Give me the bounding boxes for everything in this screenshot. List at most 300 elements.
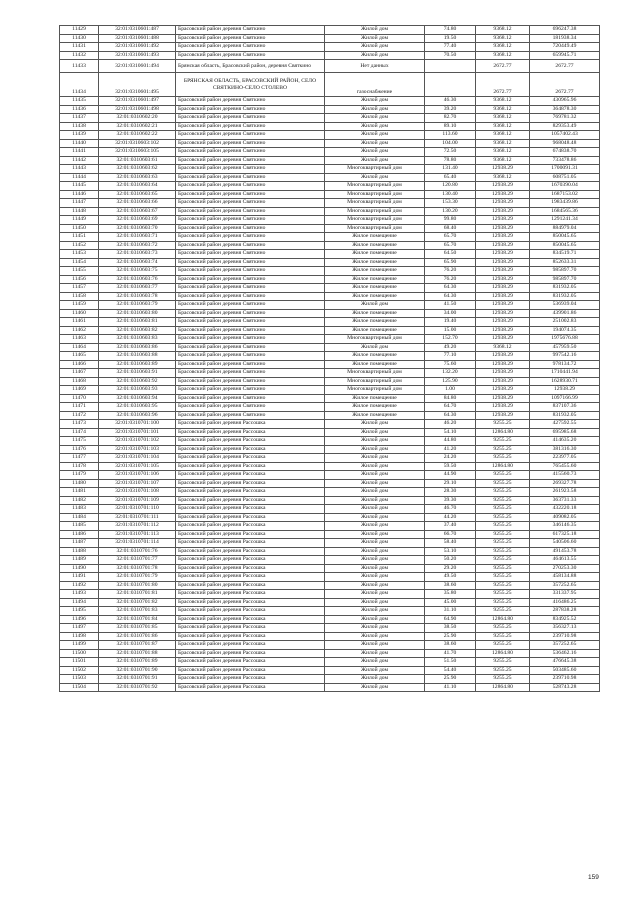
- unit-value-cell: 12938.29: [476, 386, 530, 395]
- cadastral-number-cell: 32:01:0310603:95: [99, 403, 176, 412]
- cadastral-value-cell: 223977.05: [530, 454, 600, 463]
- cadastral-number-cell: 32:01:0310603:74: [99, 258, 176, 267]
- table-row: [60, 131, 600, 140]
- table-row: [60, 165, 600, 174]
- table-row: [60, 97, 600, 106]
- area-cell: 76.20: [425, 275, 476, 284]
- table-row: [60, 369, 600, 378]
- object-type-cell: Жилой дом: [325, 105, 425, 114]
- object-type-cell: Многоквартирный дом: [325, 207, 425, 216]
- unit-value-cell: 9255.25: [476, 607, 530, 616]
- object-type-cell: Жилой дом: [325, 496, 425, 505]
- row-number-cell: 11466: [60, 360, 99, 369]
- object-type-cell: Многоквартирный дом: [325, 165, 425, 174]
- row-number-cell: 11448: [60, 207, 99, 216]
- cadastral-value-cell: 1057402.43: [530, 131, 600, 140]
- object-type-cell: Жилой дом: [325, 114, 425, 123]
- unit-value-cell: 9255.25: [476, 624, 530, 633]
- object-type-cell: Жилой дом: [325, 649, 425, 658]
- table-row: [60, 26, 600, 35]
- cadastral-number-cell: 32:01:0310603:65: [99, 190, 176, 199]
- table-row: [60, 139, 600, 148]
- object-type-cell: Жилое помещение: [325, 284, 425, 293]
- address-cell: Брасовский район деревня Рассошка: [176, 488, 325, 497]
- cadastral-value-cell: 978134.72: [530, 360, 600, 369]
- row-number-cell: 11462: [60, 326, 99, 335]
- address-cell: Брасовский район деревня Рассошка: [176, 641, 325, 650]
- cadastral-value-cell: 2672.77: [530, 60, 600, 73]
- area-cell: 74.80: [425, 26, 476, 35]
- cadastral-number-cell: 32:01:0310601:493: [99, 51, 176, 60]
- cadastral-number-cell: 32:01:0310701:86: [99, 632, 176, 641]
- unit-value-cell: 12864.80: [476, 462, 530, 471]
- table-row: [60, 326, 600, 335]
- unit-value-cell: 9368.12: [476, 26, 530, 35]
- row-number-cell: 11444: [60, 173, 99, 182]
- cadastral-number-cell: 32:01:0310701:88: [99, 649, 176, 658]
- cadastral-number-cell: 32:01:0310701:82: [99, 598, 176, 607]
- row-number-cell: 11434: [60, 73, 99, 97]
- table-row: [60, 335, 600, 344]
- cadastral-value-cell: 346146.35: [530, 522, 600, 531]
- address-cell: Брасовский район деревня Святкино: [176, 335, 325, 344]
- area-cell: 35.80: [425, 590, 476, 599]
- cadastral-value-cell: 674838.70: [530, 148, 600, 157]
- row-number-cell: 11490: [60, 564, 99, 573]
- object-type-cell: Жилое помещение: [325, 241, 425, 250]
- area-cell: 64.50: [425, 250, 476, 259]
- cadastral-value-cell: 837107.36: [530, 403, 600, 412]
- cadastral-number-cell: 32:01:0310603:79: [99, 301, 176, 310]
- cadastral-value-cell: 430965.96: [530, 97, 600, 106]
- page-number: 159: [588, 874, 599, 881]
- table-row: [60, 148, 600, 157]
- address-cell: Брасовский район деревня Святкино: [176, 326, 325, 335]
- table-row: [60, 301, 600, 310]
- cadastral-value-cell: 414635.20: [530, 437, 600, 446]
- table-row: [60, 284, 600, 293]
- row-number-cell: 11457: [60, 284, 99, 293]
- area-cell: 64.70: [425, 403, 476, 412]
- cadastral-value-cell: 1097166.99: [530, 394, 600, 403]
- cadastral-value-cell: 381316.30: [530, 445, 600, 454]
- unit-value-cell: 9255.25: [476, 590, 530, 599]
- cadastral-value-cell: 270253.30: [530, 564, 600, 573]
- area-cell: 89.10: [425, 122, 476, 131]
- address-cell: Брасовский район деревня Рассошка: [176, 598, 325, 607]
- table-row: [60, 156, 600, 165]
- area-cell: 44.20: [425, 513, 476, 522]
- cadastral-value-cell: 608751.05: [530, 173, 600, 182]
- cadastral-number-cell: 32:01:0310701:80: [99, 581, 176, 590]
- address-cell: Брасовский район деревня Святкино: [176, 207, 325, 216]
- cadastral-value-cell: 181938.34: [530, 34, 600, 43]
- cadastral-number-cell: 32:01:0310602:21: [99, 122, 176, 131]
- address-cell: Брасовский район деревня Святкино: [176, 258, 325, 267]
- object-type-cell: Жилой дом: [325, 34, 425, 43]
- object-type-cell: Жилое помещение: [325, 318, 425, 327]
- row-number-cell: 11481: [60, 488, 99, 497]
- address-cell: Брасовский район деревня Святкино: [176, 250, 325, 259]
- unit-value-cell: 9368.12: [476, 51, 530, 60]
- row-number-cell: 11497: [60, 624, 99, 633]
- address-cell: Брасовский район деревня Святкино: [176, 43, 325, 52]
- area-cell: 44.80: [425, 437, 476, 446]
- cadastral-number-cell: 32:01:0310603:91: [99, 369, 176, 378]
- cadastral-number-cell: 32:01:0310701:85: [99, 624, 176, 633]
- address-cell: Брасовский район деревня Рассошка: [176, 437, 325, 446]
- object-type-cell: Жилой дом: [325, 590, 425, 599]
- row-number-cell: 11503: [60, 675, 99, 684]
- unit-value-cell: 12938.29: [476, 275, 530, 284]
- cadastral-number-cell: 32:01:0310603:67: [99, 207, 176, 216]
- address-cell: Брасовский район деревня Рассошка: [176, 607, 325, 616]
- object-type-cell: Жилой дом: [325, 581, 425, 590]
- area-cell: 64.30: [425, 284, 476, 293]
- table-row: [60, 530, 600, 539]
- table-row: [60, 60, 600, 73]
- area-cell: 46.70: [425, 505, 476, 514]
- cadastral-value-cell: 1684565.36: [530, 207, 600, 216]
- area-cell: 49.50: [425, 573, 476, 582]
- unit-value-cell: 9255.25: [476, 420, 530, 429]
- cadastral-value-cell: 416486.25: [530, 598, 600, 607]
- row-number-cell: 11461: [60, 318, 99, 327]
- table-row: [60, 624, 600, 633]
- address-cell: Брасовский район деревня Рассошка: [176, 539, 325, 548]
- row-number-cell: 11487: [60, 539, 99, 548]
- row-number-cell: 11484: [60, 513, 99, 522]
- address-cell: Брасовский район деревня Святкино: [176, 318, 325, 327]
- area-cell: 68.40: [425, 224, 476, 233]
- unit-value-cell: 9255.25: [476, 581, 530, 590]
- address-cell: Брасовский район деревня Святкино: [176, 224, 325, 233]
- area-cell: 77.10: [425, 352, 476, 361]
- object-type-cell: Многоквартирный дом: [325, 377, 425, 386]
- address-cell: Брасовский район деревня Святкино: [176, 267, 325, 276]
- unit-value-cell: 12938.29: [476, 352, 530, 361]
- row-number-cell: 11453: [60, 250, 99, 259]
- area-cell: 54.10: [425, 428, 476, 437]
- cadastral-value-cell: 464613.55: [530, 556, 600, 565]
- row-number-cell: 11443: [60, 165, 99, 174]
- unit-value-cell: 12938.29: [476, 258, 530, 267]
- cadastral-number-cell: 32:01:0310701:104: [99, 454, 176, 463]
- table-row: [60, 318, 600, 327]
- object-type-cell: Жилой дом: [325, 43, 425, 52]
- table-row: [60, 632, 600, 641]
- cadastral-number-cell: 32:01:0310701:81: [99, 590, 176, 599]
- cadastral-number-cell: 32:01:0310701:112: [99, 522, 176, 531]
- unit-value-cell: 12938.29: [476, 394, 530, 403]
- address-cell: Брасовский район деревня Святкино: [176, 216, 325, 225]
- unit-value-cell: 12938.29: [476, 309, 530, 318]
- object-type-cell: Жилое помещение: [325, 258, 425, 267]
- table-row: [60, 309, 600, 318]
- row-number-cell: 11496: [60, 615, 99, 624]
- table-row: [60, 683, 600, 692]
- address-cell: Брасовский район деревня Рассошка: [176, 675, 325, 684]
- address-cell: Брасовский район деревня Рассошка: [176, 658, 325, 667]
- area-cell: 132.20: [425, 369, 476, 378]
- row-number-cell: 11492: [60, 581, 99, 590]
- unit-value-cell: 9255.25: [476, 573, 530, 582]
- address-cell: Брасовский район деревня Святкино: [176, 139, 325, 148]
- row-number-cell: 11430: [60, 34, 99, 43]
- object-type-cell: Жилое помещение: [325, 326, 425, 335]
- cadastral-value-cell: 1291241.34: [530, 216, 600, 225]
- table-row: [60, 403, 600, 412]
- row-number-cell: 11473: [60, 420, 99, 429]
- cadastral-value-cell: 997542.16: [530, 352, 600, 361]
- area-cell: 31.10: [425, 607, 476, 616]
- address-cell: Брасовский район деревня Святкино: [176, 292, 325, 301]
- address-cell: Брасовский район деревня Рассошка: [176, 564, 325, 573]
- unit-value-cell: 9255.25: [476, 445, 530, 454]
- row-number-cell: 11491: [60, 573, 99, 582]
- address-cell: Брасовский район деревня Рассошка: [176, 471, 325, 480]
- address-cell: Брасовский район деревня Святкино: [176, 148, 325, 157]
- cadastral-value-cell: 457959.50: [530, 343, 600, 352]
- cadastral-value-cell: 696247.38: [530, 26, 600, 35]
- area-cell: 37.40: [425, 522, 476, 531]
- unit-value-cell: 9368.12: [476, 156, 530, 165]
- row-number-cell: 11449: [60, 216, 99, 225]
- address-cell: БРЯНСКАЯ ОБЛАСТЬ, БРАСОВСКИЙ РАЙОН, СЕЛО СВЯТКИНО-СЕЛО СТОЛЕВО: [176, 73, 325, 97]
- cadastral-value-cell: 968048.48: [530, 139, 600, 148]
- area-cell: 38.60: [425, 641, 476, 650]
- area-cell: 76.20: [425, 267, 476, 276]
- unit-value-cell: 9255.25: [476, 556, 530, 565]
- area-cell: 58.40: [425, 539, 476, 548]
- unit-value-cell: 12938.29: [476, 233, 530, 242]
- object-type-cell: Жилой дом: [325, 573, 425, 582]
- cadastral-number-cell: 32:01:0310701:113: [99, 530, 176, 539]
- table-row: [60, 207, 600, 216]
- row-number-cell: 11501: [60, 658, 99, 667]
- table-row: [60, 590, 600, 599]
- table-row: [60, 199, 600, 208]
- object-type-cell: Жилой дом: [325, 301, 425, 310]
- cadastral-number-cell: 32:01:0310603:73: [99, 250, 176, 259]
- area-cell: 25.90: [425, 632, 476, 641]
- cadastral-number-cell: 32:01:0310603:83: [99, 335, 176, 344]
- unit-value-cell: 9368.12: [476, 105, 530, 114]
- address-cell: Брасовский район деревня Рассошка: [176, 547, 325, 556]
- address-cell: Брасовский район деревня Рассошка: [176, 590, 325, 599]
- table-row: [60, 445, 600, 454]
- unit-value-cell: 9368.12: [476, 139, 530, 148]
- object-type-cell: Жилой дом: [325, 658, 425, 667]
- unit-value-cell: 9255.25: [476, 505, 530, 514]
- object-type-cell: Жилое помещение: [325, 267, 425, 276]
- area-cell: 153.30: [425, 199, 476, 208]
- cadastral-value-cell: 409082.05: [530, 513, 600, 522]
- address-cell: Брасовский район деревня Рассошка: [176, 581, 325, 590]
- cadastral-value-cell: 528743.28: [530, 683, 600, 692]
- address-cell: Брасовский район деревня Святкино: [176, 34, 325, 43]
- table-row: [60, 649, 600, 658]
- address-cell: Брасовский район деревня Рассошка: [176, 522, 325, 531]
- address-cell: Брасовский район деревня Святкино: [176, 411, 325, 420]
- table-row: [60, 428, 600, 437]
- table-row: [60, 73, 600, 97]
- row-number-cell: 11489: [60, 556, 99, 565]
- area-cell: 38.50: [425, 624, 476, 633]
- area-cell: 65.90: [425, 258, 476, 267]
- object-type-cell: Многоквартирный дом: [325, 386, 425, 395]
- area-cell: 50.20: [425, 556, 476, 565]
- unit-value-cell: 12938.29: [476, 224, 530, 233]
- cadastral-value-cell: 829353.49: [530, 122, 600, 131]
- cadastral-number-cell: 32:01:0310602:20: [99, 114, 176, 123]
- address-cell: Брасовский район деревня Святкино: [176, 284, 325, 293]
- address-cell: Брасовский район деревня Святкино: [176, 51, 325, 60]
- address-cell: Брасовский район деревня Рассошка: [176, 632, 325, 641]
- row-number-cell: 11483: [60, 505, 99, 514]
- cadastral-value-cell: 1670390.04: [530, 182, 600, 191]
- unit-value-cell: 2672.77: [476, 73, 530, 97]
- table-row: [60, 505, 600, 514]
- cadastral-value-cell: 415560.73: [530, 471, 600, 480]
- cadastral-value-cell: 458134.88: [530, 573, 600, 582]
- cadastral-value-table: [59, 25, 600, 692]
- object-type-cell: Жилое помещение: [325, 394, 425, 403]
- object-type-cell: Жилой дом: [325, 564, 425, 573]
- row-number-cell: 11460: [60, 309, 99, 318]
- row-number-cell: 11468: [60, 377, 99, 386]
- area-cell: 120.80: [425, 182, 476, 191]
- cadastral-value-cell: 985897.70: [530, 267, 600, 276]
- cadastral-number-cell: 32:01:0310601:494: [99, 60, 176, 73]
- table-row: [60, 471, 600, 480]
- row-number-cell: 11476: [60, 445, 99, 454]
- address-cell: Брасовский район деревня Рассошка: [176, 462, 325, 471]
- object-type-cell: Жилой дом: [325, 437, 425, 446]
- row-number-cell: 11439: [60, 131, 99, 140]
- cadastral-number-cell: 32:01:0310701:114: [99, 539, 176, 548]
- area-cell: 113.60: [425, 131, 476, 140]
- object-type-cell: Многоквартирный дом: [325, 224, 425, 233]
- cadastral-value-cell: 1700091.31: [530, 165, 600, 174]
- area-cell: 65.70: [425, 233, 476, 242]
- cadastral-number-cell: 32:01:0310701:84: [99, 615, 176, 624]
- object-type-cell: Жилое помещение: [325, 309, 425, 318]
- unit-value-cell: 9255.25: [476, 564, 530, 573]
- area-cell: [425, 60, 476, 73]
- table-row: [60, 666, 600, 675]
- unit-value-cell: 12938.29: [476, 190, 530, 199]
- unit-value-cell: 9255.25: [476, 530, 530, 539]
- object-type-cell: Жилой дом: [325, 148, 425, 157]
- area-cell: 25.90: [425, 675, 476, 684]
- unit-value-cell: 9255.25: [476, 437, 530, 446]
- table-row: [60, 607, 600, 616]
- table-row: [60, 122, 600, 131]
- row-number-cell: 11478: [60, 462, 99, 471]
- object-type-cell: Жилое помещение: [325, 411, 425, 420]
- row-number-cell: 11442: [60, 156, 99, 165]
- address-cell: Брасовский район деревня Рассошка: [176, 420, 325, 429]
- unit-value-cell: 12938.29: [476, 207, 530, 216]
- table-row: [60, 233, 600, 242]
- area-cell: 53.10: [425, 547, 476, 556]
- cadastral-value-cell: 1983439.86: [530, 199, 600, 208]
- table-row: [60, 267, 600, 276]
- address-cell: Брасовский район деревня Святкино: [176, 173, 325, 182]
- cadastral-value-cell: 1710441.94: [530, 369, 600, 378]
- address-cell: Брасовский район деревня Святкино: [176, 131, 325, 140]
- cadastral-number-cell: 32:01:0310603:92: [99, 377, 176, 386]
- row-number-cell: 11488: [60, 547, 99, 556]
- address-cell: Брасовский район деревня Святкино: [176, 165, 325, 174]
- area-cell: 41.70: [425, 649, 476, 658]
- row-number-cell: 11472: [60, 411, 99, 420]
- cadastral-value-cell: 239710.98: [530, 675, 600, 684]
- table-row: [60, 216, 600, 225]
- row-number-cell: 11479: [60, 471, 99, 480]
- row-number-cell: 11470: [60, 394, 99, 403]
- cadastral-value-cell: 261923.58: [530, 488, 600, 497]
- address-cell: Брасовский район деревня Святкино: [176, 352, 325, 361]
- unit-value-cell: 9368.12: [476, 122, 530, 131]
- cadastral-number-cell: 32:01:0310603:61: [99, 156, 176, 165]
- row-number-cell: 11450: [60, 224, 99, 233]
- row-number-cell: 11441: [60, 148, 99, 157]
- address-cell: Брасовский район деревня Святкино: [176, 360, 325, 369]
- area-cell: 104.00: [425, 139, 476, 148]
- object-type-cell: Жилой дом: [325, 26, 425, 35]
- object-type-cell: Жилой дом: [325, 139, 425, 148]
- object-type-cell: Многоквартирный дом: [325, 369, 425, 378]
- unit-value-cell: 12938.29: [476, 216, 530, 225]
- cadastral-number-cell: 32:01:0310603:81: [99, 318, 176, 327]
- address-cell: Брасовский район деревня Рассошка: [176, 530, 325, 539]
- cadastral-number-cell: 32:01:0310603:89: [99, 360, 176, 369]
- address-cell: Брасовский район деревня Рассошка: [176, 556, 325, 565]
- table-row: [60, 513, 600, 522]
- cadastral-number-cell: 32:01:0310603:86: [99, 343, 176, 352]
- cadastral-number-cell: 32:01:0310603:96: [99, 411, 176, 420]
- cadastral-number-cell: 32:01:0310701:100: [99, 420, 176, 429]
- cadastral-number-cell: 32:01:0310603:80: [99, 309, 176, 318]
- unit-value-cell: 9255.25: [476, 632, 530, 641]
- address-cell: Брасовский район деревня Святкино: [176, 114, 325, 123]
- address-cell: Брасовский район деревня Рассошка: [176, 624, 325, 633]
- object-type-cell: Нет данных: [325, 60, 425, 73]
- area-cell: 19.40: [425, 318, 476, 327]
- area-cell: 41.50: [425, 301, 476, 310]
- cadastral-number-cell: 32:01:0310701:106: [99, 471, 176, 480]
- area-cell: 29.20: [425, 564, 476, 573]
- cadastral-number-cell: 32:01:0310601:495: [99, 73, 176, 97]
- area-cell: [425, 73, 476, 97]
- table-row: [60, 250, 600, 259]
- area-cell: 78.80: [425, 156, 476, 165]
- table-row: [60, 420, 600, 429]
- area-cell: 44.90: [425, 471, 476, 480]
- table-row: [60, 352, 600, 361]
- table-row: [60, 292, 600, 301]
- unit-value-cell: 12938.29: [476, 318, 530, 327]
- object-type-cell: Жилое помещение: [325, 403, 425, 412]
- row-number-cell: 11463: [60, 335, 99, 344]
- table-row: [60, 581, 600, 590]
- object-type-cell: Жилой дом: [325, 428, 425, 437]
- object-type-cell: Жилой дом: [325, 556, 425, 565]
- area-cell: 46.30: [425, 97, 476, 106]
- unit-value-cell: 9255.25: [476, 471, 530, 480]
